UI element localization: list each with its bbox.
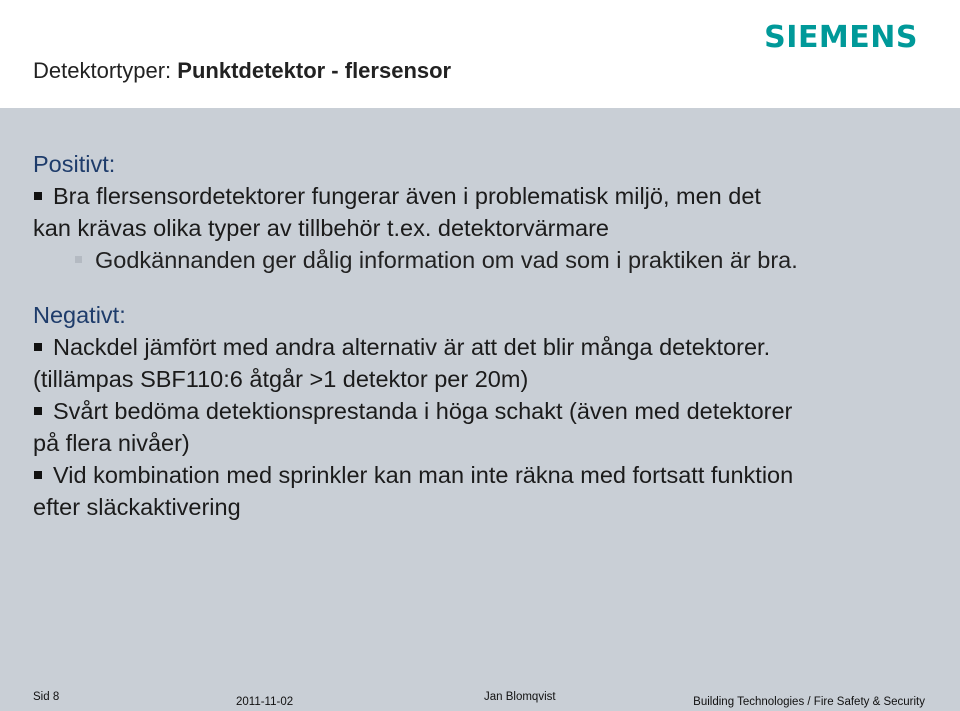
negative-heading: Negativt:	[33, 302, 126, 328]
section-gap	[33, 276, 933, 299]
footer-author: Jan Blomqvist	[484, 691, 556, 703]
slide-header	[0, 0, 960, 108]
positive-sub-bullet: Godkännanden ger dålig information om vad som i praktiken är bra.	[33, 244, 933, 276]
negative-bullet-1-continuation: (tillämpas SBF110:6 åtgår >1 detektor per 20m)	[33, 366, 529, 392]
positive-bullet-1-continuation: kan krävas olika typer av tillbehör t.ex. detektorvärmare	[33, 215, 610, 241]
siemens-logo: SIEMENS	[764, 20, 918, 55]
slide-content	[33, 148, 933, 523]
title-bold: Punktdetektor - flersensor	[177, 58, 452, 83]
positive-heading: Positivt:	[33, 151, 116, 177]
positive-bullet-1: Bra flersensordetektorer fungerar även i problematisk miljö, men det	[33, 180, 933, 212]
slide-footer	[0, 684, 960, 711]
negative-bullet-1: Nackdel jämfört med andra alternativ är att det blir många detektorer.	[33, 331, 933, 363]
footer-organization: Building Technologies / Fire Safety & Security	[693, 696, 925, 708]
negative-bullet-2-continuation: på flera nivåer)	[33, 430, 190, 456]
title-prefix: Detektortyper:	[33, 58, 178, 83]
negative-bullet-2: Svårt bedöma detektionsprestanda i höga schakt (även med detektorer	[33, 395, 933, 427]
slide-title	[33, 58, 451, 84]
negative-bullet-3-continuation: efter släckaktivering	[33, 494, 241, 520]
page-number: Sid 8	[33, 691, 60, 703]
footer-date: 2011-11-02	[236, 696, 294, 708]
negative-bullet-3: Vid kombination med sprinkler kan man inte räkna med fortsatt funktion	[33, 459, 933, 491]
